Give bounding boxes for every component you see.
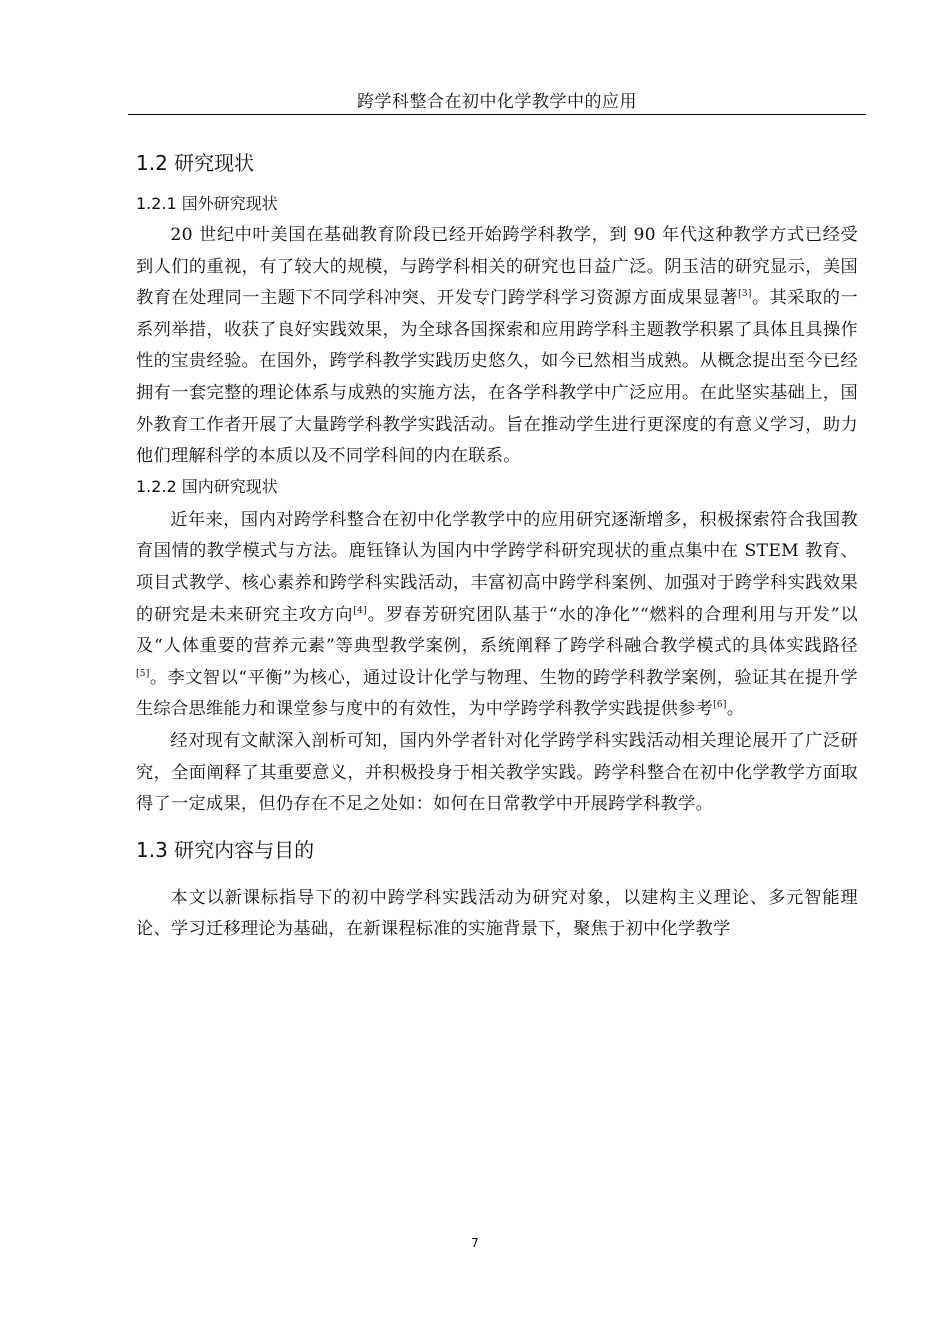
citation-5: [5] [136,668,150,679]
paragraph-text: 。罗春芳研究团队基于“水的净化”“燃料的合理利用与开发”以及“人体重要的营养元素”等典型教学案例，系统阐释了跨学科融合教学模式的具体实践路径 [136,604,858,657]
paragraph-research-content: 本文以新课标指导下的初中跨学科实践活动为研究对象，以建构主义理论、多元智能理论、学习迁移理论为基础，在新课程标准的实施背景下，聚焦于初中化学教学 [136,887,858,940]
page-number: 7 [471,1236,479,1250]
paragraph-literature-summary: 经对现有文献深入剖析可知，国内外学者针对化学跨学科实践活动相关理论展开了广泛研究，全面阐释了其重要意义，并积极投身于相关教学实践。跨学科整合在初中化学教学方面取得了一定成果，但仍存在不足之处如：如何在日常教学中开展跨学科教学。 [136,730,858,815]
citation-6: [6] [713,700,727,711]
paragraph-text: 。 [726,699,745,720]
paragraph-domestic-research [136,505,858,726]
running-header: 跨学科整合在初中化学教学中的应用 [128,90,866,115]
citation-4: [4] [353,605,367,616]
paragraph-text: 。其采取的一系列举措，收获了良好实践效果，为全球各国探索和应用跨学科主题教学积累了具体且具操作性的宝贵经验。在国外，跨学科教学实践历史悠久，如今已然相当成熟。从概念提出至今已经拥有一套完整的理论体系与成熟的实施方法，在各学科教学中广泛应用。在此坚实基础上，国外教育工作者开展了大量跨学科教学实践活动。旨在推动学生进行更深度的有意义学习，助力他们理解科学的本质以及不同学科间的内在联系。 [136,288,858,467]
paragraph-text: 。李文智以“平衡”为核心，通过设计化学与物理、生物的跨学科教学案例，验证其在提升学生综合思维能力和课堂参与度中的有效性，为中学跨学科教学实践提供参考 [136,667,858,720]
citation-3: [3] [738,289,752,300]
subsection-heading-1-2-2: 1.2.2 国内研究现状 [136,476,278,496]
document-body [136,140,858,946]
subsection-heading-1-2-1: 1.2.1 国外研究现状 [136,194,278,213]
paragraph-foreign-research [136,220,858,473]
paragraph-text: 近年来，国内对跨学科整合在初中化学教学中的应用研究逐渐增多，积极探索符合我国教育国情的教学模式与方法。鹿钰锋认为国内中学跨学科研究现状的重点集中在 STEM 教育、项目式教学、核心素养和跨学科实践活动，丰富初高中跨学科案例、加强对于跨学科实践效果的研究是未来研究主攻方向 [136,509,858,625]
section-heading-1-2: 1.2 研究现状 [136,151,255,175]
paragraph-text: 20 世纪中叶美国在基础教育阶段已经开始跨学科教学，到 90 年代这种教学方式已经受到人们的重视，有了较大的规模，与跨学科相关的研究也日益广泛。阴玉洁的研究显示，美国教育在处理同一主题下不同学科冲突、开发专门跨学科学习资源方面成果显著 [136,225,858,309]
section-heading-1-3: 1.3 研究内容与目的 [136,837,315,862]
